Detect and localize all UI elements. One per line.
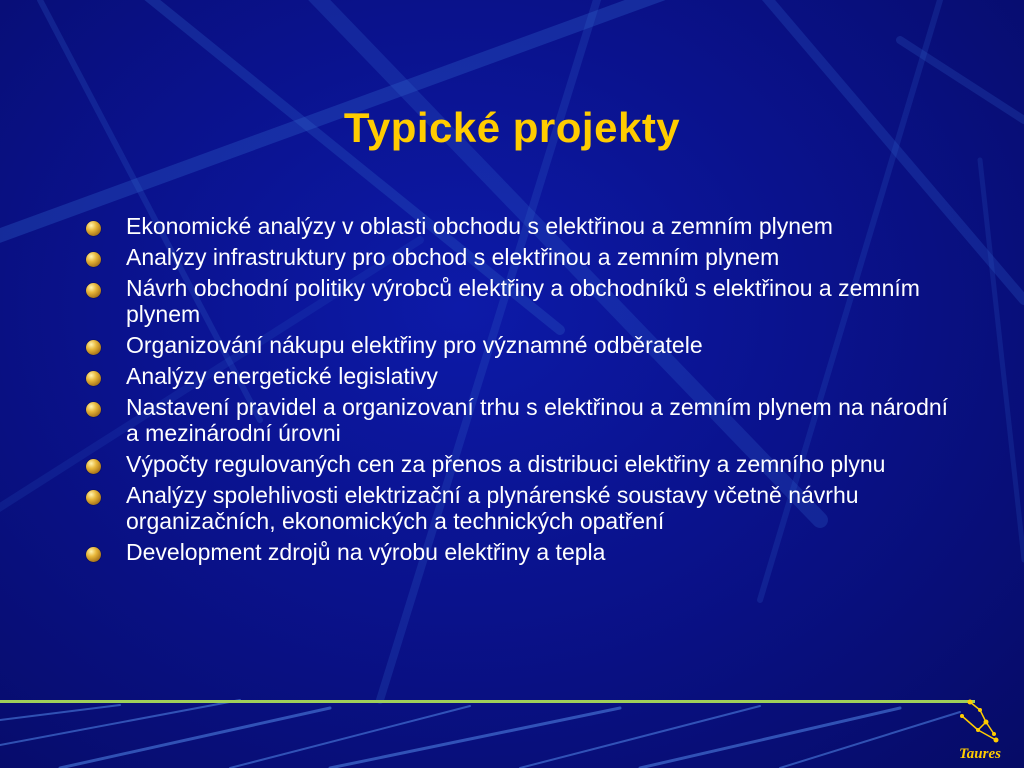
- bullet-icon: [86, 283, 101, 298]
- bullet-text: Návrh obchodní politiky výrobců elektřiny a obchodníků s elektřinou a zemním plynem: [126, 275, 920, 327]
- bullet-text: Organizování nákupu elektřiny pro významné odběratele: [126, 332, 703, 358]
- list-item: [86, 213, 966, 239]
- bullet-icon: [86, 371, 101, 386]
- bullet-text: Development zdrojů na výrobu elektřiny a tepla: [126, 539, 606, 565]
- bullet-list: [86, 213, 966, 570]
- list-item: [86, 394, 966, 446]
- slide-title: Typické projekty: [343, 104, 681, 151]
- list-item: [86, 275, 966, 327]
- list-item: [86, 332, 966, 358]
- list-item: [86, 363, 966, 389]
- bullet-text: Nastavení pravidel a organizovaní trhu s elektřinou a zemním plynem na národní a mezinárodní úrovni: [126, 394, 949, 446]
- bullet-text: Analýzy infrastruktury pro obchod s elektřinou a zemním plynem: [126, 244, 780, 270]
- bullet-icon: [86, 221, 101, 236]
- bullet-icon: [86, 402, 101, 417]
- logo-text: Taures: [959, 746, 1001, 762]
- bullet-text: Analýzy energetické legislativy: [126, 363, 438, 389]
- list-item: [86, 482, 966, 534]
- bullet-text: Výpočty regulovaných cen za přenos a distribuci elektřiny a zemního plynu: [126, 451, 886, 477]
- bullet-icon: [86, 252, 101, 267]
- list-item: [86, 244, 966, 270]
- bullet-text: Analýzy spolehlivosti elektrizační a plynárenské soustavy včetně návrhu organizačních, ekonomických a technických opatření: [126, 482, 859, 534]
- bullet-text: Ekonomické analýzy v oblasti obchodu s elektřinou a zemním plynem: [126, 213, 833, 239]
- footer-divider: [0, 700, 975, 703]
- bullet-icon: [86, 490, 101, 505]
- list-item: [86, 539, 966, 565]
- list-item: [86, 451, 966, 477]
- bullet-icon: [86, 340, 101, 355]
- bullet-icon: [86, 459, 101, 474]
- bullet-icon: [86, 547, 101, 562]
